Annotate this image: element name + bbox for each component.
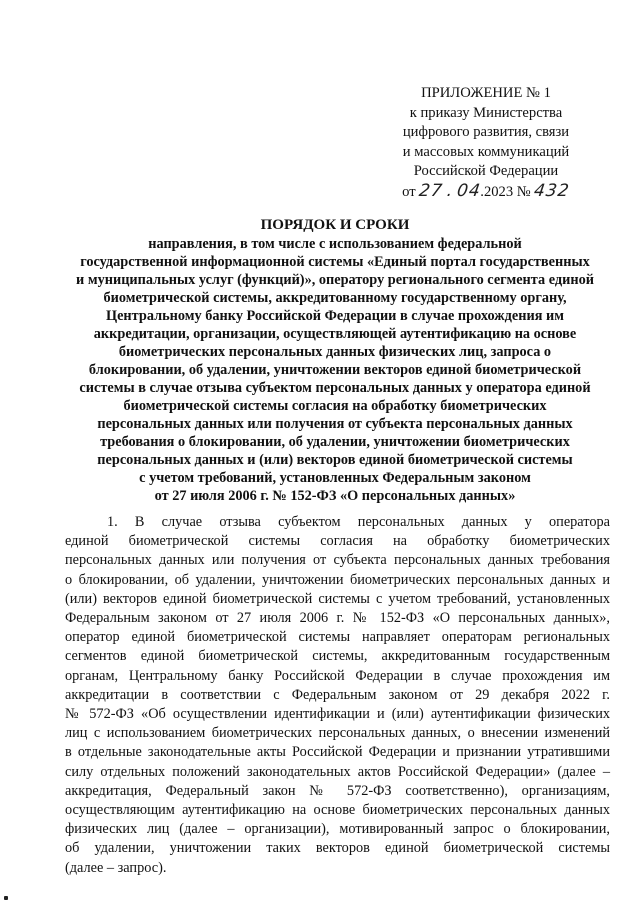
title-line: биометрических персональных данных физических лиц, запроса о [118, 344, 552, 360]
ministry-line-3: Российской Федерации [413, 163, 559, 180]
date-separator: . [445, 180, 455, 201]
body-line: Федеральным законом от 27 июля 2006 г. № 152-ФЗ «О персональных данных», [65, 610, 610, 627]
body-line: об удалении, уничтожении таких векторов единой биометрической системы [65, 840, 610, 857]
title-line: Центральному банку Российской Федерации в случае прохождения им [105, 308, 565, 324]
body-line: оператор единой биометрической системы направляет операторам региональных [65, 629, 610, 646]
title-line: персональных данных или получения от субъекта персональных данных [97, 416, 573, 432]
body-line: единой биометрической системы согласия на обработку биометрических [65, 533, 610, 550]
body-line: № 572-ФЗ «Об осуществлении идентификации и (или) аутентификации физических [65, 706, 610, 723]
title-line: от 27 июля 2006 г. № 152-ФЗ «О персональных данных» [154, 488, 516, 504]
body-line: силу отдельных положений законодательных актов Российской Федерации» (далее – [65, 763, 610, 780]
handwritten-day: 27 [418, 180, 445, 201]
title-line: направления, в том числе с использованием федеральной [148, 236, 522, 252]
body-line: физических лиц (далее – организации), мотивированный запрос о блокировании, [65, 821, 610, 838]
title-line: государственной информационной системы «Единый портал государственных [80, 254, 590, 270]
order-date-line [386, 182, 586, 203]
body-line: (далее – запрос). [65, 859, 167, 876]
scan-artifact-dot [4, 896, 8, 900]
ministry-line-1: цифрового развития, связи [402, 124, 570, 141]
title-line: требования о блокировании, об удалении, уничтожении биометрических [100, 434, 570, 450]
title-line: с учетом требований, установленных Федеральным законом [139, 470, 531, 486]
body-line: о блокировании, об удалении, уничтожении биометрических персональных данных и [65, 571, 610, 588]
body-line: персональных данных или получения от субъекта персональных данных требования [65, 552, 610, 569]
body-line: осуществляющим аутентификацию на основе биометрических персональных данных [65, 802, 610, 819]
body-line: сегментов единой биометрической системы, аккредитованным государственным [65, 648, 610, 665]
paragraph-1 [65, 513, 610, 878]
year-and-number-label: .2023 № [480, 183, 531, 200]
title-line: биометрической системы, аккредитованному государственному органу, [103, 290, 567, 306]
body-line: органам, Центральному банку Российской Федерации в случае прохождения им [65, 667, 610, 684]
approval-block [386, 84, 586, 203]
date-prefix: от [402, 183, 416, 200]
body-line: в отдельные законодательные акты Российской Федерации и признании утратившими [65, 744, 610, 761]
title-heading: ПОРЯДОК И СРОКИ [260, 217, 410, 233]
body-line: лиц с использованием биометрических персональных данных, о внесении изменений [65, 725, 610, 742]
title-line: персональных данных и (или) векторов единой биометрической системы [97, 452, 573, 468]
body-line: аккредитации в соответствии с Федеральным законом от 29 декабря 2022 г. [65, 686, 610, 703]
body-line: 1. В случае отзыва субъектом персональных данных у оператора [107, 514, 610, 530]
appendix-label: ПРИЛОЖЕНИЕ № 1 [421, 85, 551, 101]
handwritten-month: 04 [455, 180, 482, 201]
title-line: блокировании, об удалении, уничтожении векторов единой биометрической [88, 362, 582, 378]
title-line: биометрической системы согласия на обработку биометрических [123, 398, 547, 414]
title-line: системы в случае отзыва субъектом персональных данных у оператора единой [79, 380, 591, 396]
body-line: (или) векторов единой биометрической системы с учетом требований, установленных [65, 590, 610, 607]
handwritten-order-number: 432 [533, 180, 572, 201]
body-line: аккредитация, Федеральный закон № 572-ФЗ соответственно), организациям, [65, 782, 610, 799]
title-line: и муниципальных услуг (функций)», оператору регионального сегмента единой [76, 272, 594, 288]
ministry-line-2: и массовых коммуникаций [402, 143, 570, 160]
order-ref-line: к приказу Министерства [409, 104, 563, 121]
title-line: аккредитации, организации, осуществляющей аутентификацию на основе [93, 326, 577, 342]
document-title [55, 216, 615, 505]
